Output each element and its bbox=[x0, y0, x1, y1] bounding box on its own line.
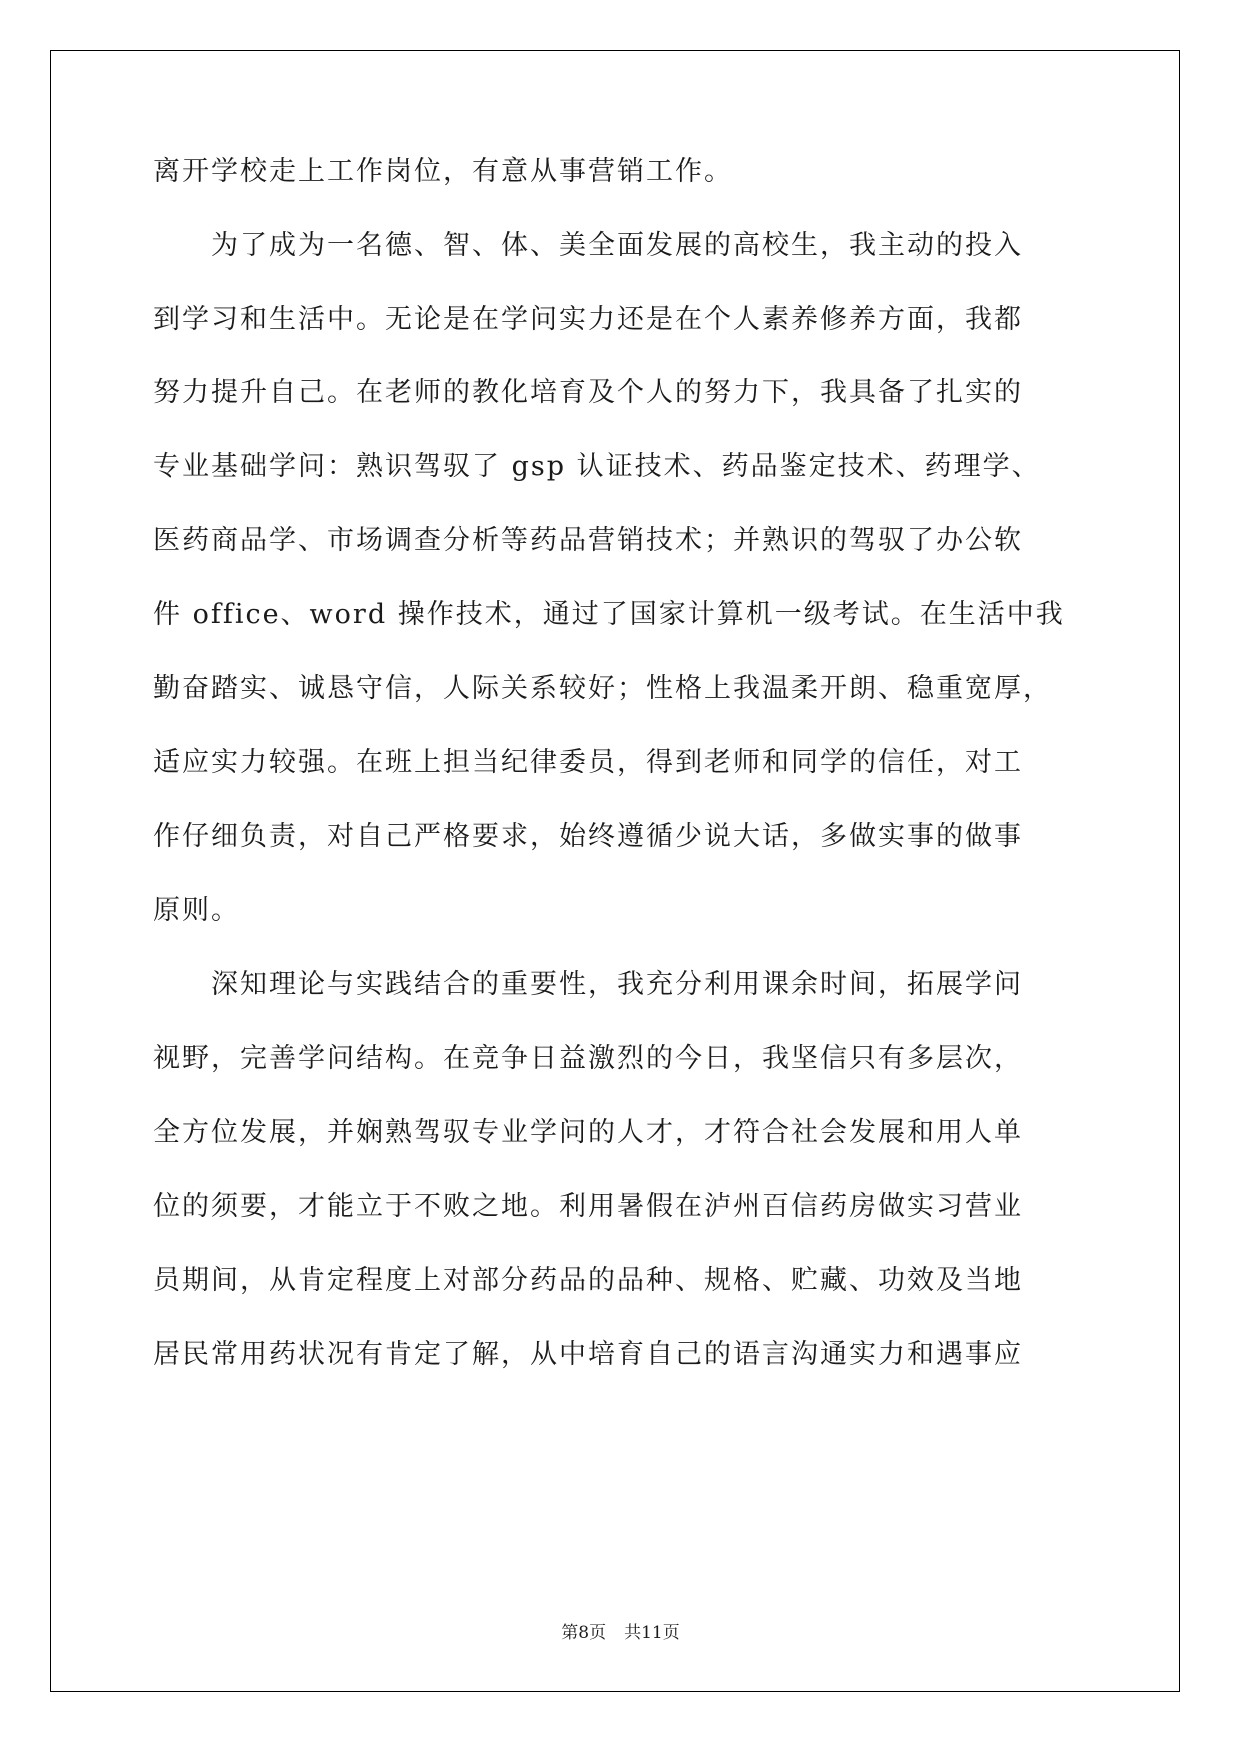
text-line: 离开学校走上工作岗位，有意从事营销工作。 bbox=[153, 156, 733, 187]
text-line: 全方位发展，并娴熟驾驭专业学问的人才，才符合社会发展和用人单 bbox=[153, 1117, 1023, 1148]
text-line: 员期间，从肯定程度上对部分药品的品种、规格、贮藏、功效及当地 bbox=[153, 1265, 1023, 1296]
text-line: 深知理论与实践结合的重要性，我充分利用课余时间，拓展学问 bbox=[153, 969, 1023, 1000]
text-line: 为了成为一名德、智、体、美全面发展的高校生，我主动的投入 bbox=[153, 230, 1023, 261]
text-line: 到学习和生活中。无论是在学问实力还是在个人素养修养方面，我都 bbox=[153, 304, 1023, 335]
text-line: 勤奋踏实、诚恳守信，人际关系较好；性格上我温柔开朗、稳重宽厚， bbox=[153, 673, 1052, 704]
page-footer bbox=[0, 1618, 1241, 1643]
text-line: 视野，完善学问结构。在竞争日益激烈的今日，我坚信只有多层次， bbox=[153, 1043, 1023, 1074]
text-line: 居民常用药状况有肯定了解，从中培育自己的语言沟通实力和遇事应 bbox=[153, 1339, 1023, 1370]
text-line: 原则。 bbox=[153, 895, 240, 926]
page-number: 第8页 bbox=[561, 1623, 607, 1643]
text-line: 件 office、word 操作技术，通过了国家计算机一级考试。在生活中我 bbox=[153, 599, 1065, 630]
text-line: 适应实力较强。在班上担当纪律委员，得到老师和同学的信任，对工 bbox=[153, 747, 1023, 778]
text-line: 位的须要，才能立于不败之地。利用暑假在泸州百信药房做实习营业 bbox=[153, 1191, 1023, 1222]
page-total: 共11页 bbox=[624, 1623, 680, 1643]
text-line: 专业基础学问：熟识驾驭了 gsp 认证技术、药品鉴定技术、药理学、 bbox=[153, 451, 1041, 482]
page-border bbox=[50, 50, 1180, 1692]
text-line: 作仔细负责，对自己严格要求，始终遵循少说大话，多做实事的做事 bbox=[153, 821, 1023, 852]
text-line: 努力提升自己。在老师的教化培育及个人的努力下，我具备了扎实的 bbox=[153, 377, 1023, 408]
text-line: 医药商品学、市场调查分析等药品营销技术；并熟识的驾驭了办公软 bbox=[153, 525, 1023, 556]
